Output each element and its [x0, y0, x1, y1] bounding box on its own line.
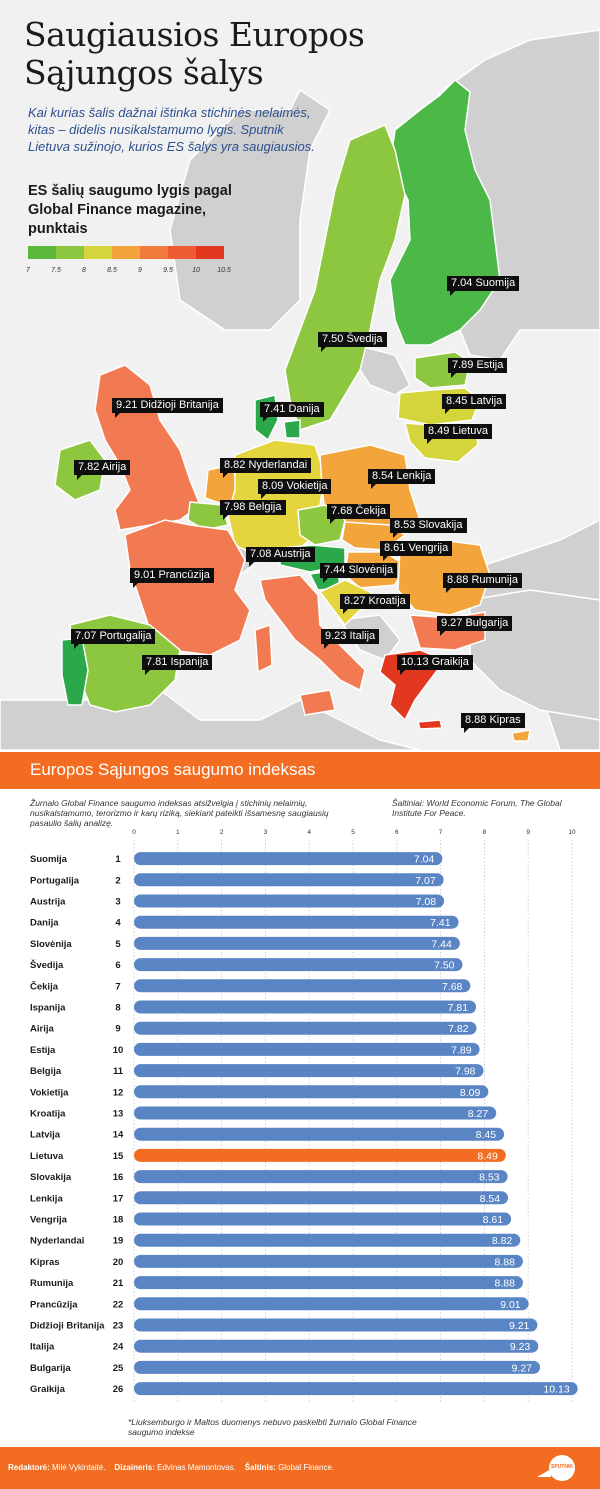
rank-label: 13: [112, 1108, 124, 1120]
map-sicily: [300, 690, 335, 715]
map-label-vengrija: 8.61 Vengrija: [380, 541, 452, 556]
bar: [134, 1361, 540, 1374]
value-label: 8.49: [477, 1150, 498, 1163]
category-label: Lenkija: [30, 1193, 63, 1205]
category-label: Bulgarija: [30, 1362, 71, 1374]
category-label: Prancūzija: [30, 1299, 78, 1311]
legend-swatch: [28, 246, 56, 259]
rank-label: 18: [112, 1214, 124, 1226]
map-label-didzioji-britanija: 9.21 Didžioji Britanija: [112, 398, 223, 413]
value-label: 9.23: [509, 1341, 531, 1354]
rank-label: 15: [112, 1150, 124, 1162]
category-label: Airija: [30, 1023, 54, 1035]
bar: [134, 1128, 504, 1141]
category-label: Lietuva: [30, 1150, 64, 1162]
bar: [134, 1234, 520, 1247]
bar: [134, 1255, 523, 1268]
legend-color-scale: [28, 246, 224, 259]
rank-label: 21: [112, 1278, 124, 1290]
sputnik-logo-text: SPUTNIK: [551, 1464, 573, 1470]
value-label: 9.27: [511, 1362, 533, 1375]
map-label-estija: 7.89 Estija: [448, 358, 507, 373]
legend-swatch: [56, 246, 84, 259]
map-label-cekija: 7.68 Čekija: [327, 504, 390, 519]
axis-tick-label: 10: [568, 829, 576, 836]
axis-tick-label: 9: [526, 829, 531, 836]
map-label-svedija: 7.50 Švedija: [318, 332, 387, 347]
value-label: 8.54: [479, 1192, 501, 1205]
category-label: Danija: [30, 917, 59, 929]
map-label-kroatija: 8.27 Kroatija: [340, 594, 410, 609]
subtitle: Kai kurias šalis dažnai ištinka stichinės nelaimės, kitas – didelis nusikalstamumo lygis. Sputnik Lietuva sužinojo, kurios ES šalys yra saugiausios.: [28, 105, 315, 154]
map-label-prancuzija: 9.01 Prancūzija: [130, 568, 214, 583]
map-label-airija: 7.82 Airija: [74, 460, 130, 475]
bar: [134, 1107, 496, 1120]
value-label: 8.88: [494, 1277, 515, 1290]
category-label: Graikija: [30, 1384, 65, 1396]
rank-label: 16: [112, 1172, 124, 1184]
map-label-nyderlandai: 8.82 Nyderlandai: [220, 458, 311, 473]
rank-label: 10: [112, 1044, 124, 1056]
bar: [134, 916, 459, 929]
rank-label: 26: [112, 1384, 124, 1396]
category-label: Suomija: [30, 854, 67, 866]
axis-tick-label: 3: [263, 829, 268, 836]
value-label: 7.98: [455, 1065, 476, 1078]
category-label: Estija: [30, 1044, 56, 1056]
rank-label: 25: [112, 1362, 124, 1374]
category-label: Ispanija: [30, 1002, 66, 1014]
rank-label: 6: [115, 960, 121, 972]
category-label: Belgija: [30, 1066, 62, 1078]
rank-label: 8: [115, 1002, 121, 1014]
value-label: 8.53: [479, 1171, 500, 1184]
rank-label: 5: [115, 938, 121, 950]
rank-label: 19: [112, 1235, 124, 1247]
map-label-danija: 7.41 Danija: [260, 402, 324, 417]
rank-label: 11: [112, 1066, 124, 1078]
chart-title: Europos Sąjungos saugumo indeksas: [30, 760, 316, 779]
legend-swatch: [196, 246, 224, 259]
map-label-austrija: 7.08 Austrija: [246, 547, 315, 562]
legend-tick: 9.5: [163, 267, 173, 274]
legend-tick: 10: [192, 267, 200, 274]
bar: [134, 895, 444, 908]
rank-label: 2: [115, 875, 121, 887]
chart-note: Žurnalo Global Finance saugumo indeksas atsižvelgia į stichinių nelaimių, nusikalstamumo, terorizmo ir karų riziką, siekiant pateikti išsamesnę saugiausių pasaulio šalių analizę.: [30, 798, 329, 828]
category-label: Kipras: [30, 1256, 60, 1268]
legend-swatch: [140, 246, 168, 259]
rank-label: 17: [112, 1193, 124, 1205]
category-label: Austrija: [30, 896, 66, 908]
value-label: 10.13: [543, 1383, 570, 1396]
value-label: 7.07: [415, 874, 436, 887]
footer-source: Global Finance.: [278, 1463, 335, 1472]
bar: [134, 1276, 523, 1289]
bar: [134, 1085, 488, 1098]
value-label: 8.61: [482, 1214, 504, 1226]
bar: [134, 1382, 578, 1395]
chart-sources: Šaltiniai: World Economic Forum, The Global Institute For Peace.: [392, 798, 562, 818]
category-label: Italija: [30, 1341, 55, 1353]
value-label: 7.04: [413, 853, 435, 866]
category-label: Rumunija: [30, 1278, 74, 1290]
legend-ticks: [26, 267, 231, 279]
category-label: Didžioji Britanija: [30, 1320, 105, 1332]
legend-tick: 10.5: [217, 267, 231, 274]
map-label-vokietija: 8.09 Vokietija: [258, 479, 331, 494]
category-label: Latvija: [30, 1129, 61, 1141]
footer-source-label: Šaltinis:: [244, 1463, 276, 1472]
map-label-belgija: 7.98 Belgija: [220, 500, 286, 515]
legend-swatch: [84, 246, 112, 259]
bar: [134, 1319, 537, 1332]
value-label: 8.82: [491, 1235, 513, 1248]
category-label: Slovakija: [30, 1172, 72, 1184]
bar: [134, 1170, 508, 1183]
chart-header: [0, 752, 600, 789]
map-denmark-island: [284, 420, 300, 438]
bar: [134, 1001, 476, 1014]
axis-tick-label: 6: [394, 829, 399, 836]
axis-tick-label: 5: [351, 829, 355, 836]
value-label: 7.81: [447, 1002, 469, 1014]
value-label: 8.09: [459, 1086, 481, 1099]
axis-tick-label: 8: [482, 829, 487, 836]
legend-swatch: [168, 246, 196, 259]
bar: [134, 1340, 538, 1353]
bar: [134, 1064, 484, 1077]
title-line-2: Sąjungos šalys: [24, 53, 264, 92]
footnote: *Liuksemburgo ir Maltos duomenys nebuvo paskelbti žurnalo Global Finance saugumo indekse: [128, 1417, 417, 1437]
category-label: Vokietija: [30, 1087, 69, 1099]
map-sardinia: [255, 625, 272, 672]
bar: [134, 958, 463, 971]
bar: [134, 1297, 529, 1310]
footer: [0, 1447, 600, 1489]
legend-tick: 8: [82, 267, 86, 274]
legend-title: ES šalių saugumo lygis pagal Global Finance magazine, punktais: [28, 183, 232, 237]
bar: [134, 1191, 508, 1204]
map-non-eu-land: [0, 690, 420, 750]
map-crete: [418, 720, 442, 729]
map-label-suomija: 7.04 Suomija: [447, 276, 519, 291]
axis-tick-label: 7: [438, 829, 443, 836]
axis-tick-label: 4: [307, 829, 312, 836]
footer-editor-label: Redaktorė:: [8, 1463, 50, 1472]
value-label: 9.21: [508, 1320, 530, 1332]
rank-label: 24: [112, 1341, 124, 1353]
bar: [134, 873, 444, 886]
bar: [134, 1022, 477, 1035]
value-label: 7.50: [434, 959, 455, 972]
value-label: 9.01: [500, 1298, 521, 1311]
value-label: 7.08: [415, 896, 437, 908]
map-label-bulgarija: 9.27 Bulgarija: [437, 616, 512, 631]
map-non-eu-land: [470, 590, 600, 720]
rank-label: 14: [112, 1129, 124, 1141]
rank-label: 3: [115, 896, 121, 908]
bar: [134, 1213, 511, 1226]
footer-designer-label: Dizaineris:: [114, 1463, 155, 1472]
bar: [134, 852, 442, 865]
value-label: 7.44: [431, 938, 452, 951]
bar: [134, 937, 460, 950]
legend-tick: 8.5: [107, 267, 117, 274]
map-uk: [95, 365, 200, 530]
value-label: 7.41: [430, 917, 451, 930]
rank-label: 23: [112, 1320, 124, 1332]
category-label: Nyderlandai: [30, 1235, 85, 1247]
legend-swatch: [112, 246, 140, 259]
category-label: Švedija: [30, 960, 64, 972]
legend-tick: 7: [26, 267, 30, 274]
footer-credits: [8, 1463, 334, 1472]
axis-tick-label: 2: [219, 829, 224, 836]
value-label: 7.89: [451, 1044, 472, 1057]
rank-label: 4: [115, 917, 121, 929]
map-label-portugalija: 7.07 Portugalija: [71, 629, 155, 644]
value-label: 8.27: [467, 1108, 489, 1120]
value-label: 7.68: [441, 980, 463, 993]
legend-tick: 9: [138, 267, 142, 274]
axis-tick-label: 0: [132, 829, 136, 836]
map-label-lietuva: 8.49 Lietuva: [424, 424, 492, 439]
legend-tick: 7.5: [51, 267, 61, 274]
rank-label: 7: [115, 981, 121, 993]
category-label: Čekija: [30, 981, 58, 993]
footer-editor: Milė Vykintaitė.: [52, 1463, 106, 1472]
title-line-1: Saugiausios Europos: [24, 15, 365, 54]
map-label-kipras: 8.88 Kipras: [461, 713, 525, 728]
map-label-slovenija: 7.44 Slovėnija: [320, 563, 397, 578]
map-label-latvija: 8.45 Latvija: [442, 394, 506, 409]
bar-chart: [0, 824, 600, 1414]
map-label-slovakija: 8.53 Slovakija: [390, 518, 467, 533]
map-label-rumunija: 8.88 Rumunija: [443, 573, 522, 588]
value-label: 7.82: [448, 1023, 469, 1036]
rank-label: 22: [112, 1299, 124, 1311]
bar: [134, 979, 470, 992]
page-title: [24, 16, 404, 92]
value-label: 8.45: [475, 1129, 497, 1142]
rank-label: 20: [112, 1256, 124, 1268]
bar: [134, 1043, 480, 1056]
rank-label: 9: [115, 1023, 121, 1035]
map-label-lenkija: 8.54 Lenkija: [368, 469, 435, 484]
axis-tick-label: 1: [175, 829, 180, 836]
map-cyprus: [512, 730, 530, 741]
map-label-graikija: 10.13 Graikija: [397, 655, 473, 670]
rank-label: 12: [112, 1087, 124, 1099]
bar: [134, 1149, 506, 1162]
category-label: Portugalija: [30, 875, 80, 887]
category-label: Vengrija: [30, 1214, 67, 1226]
footer-designer: Edvinas Mamontovas.: [157, 1463, 236, 1472]
map-label-ispanija: 7.81 Ispanija: [142, 655, 212, 670]
category-label: Slovėnija: [30, 938, 72, 950]
category-label: Kroatija: [30, 1108, 66, 1120]
value-label: 8.88: [494, 1256, 515, 1269]
map-label-italija: 9.23 Italija: [321, 629, 379, 644]
rank-label: 1: [115, 854, 121, 866]
